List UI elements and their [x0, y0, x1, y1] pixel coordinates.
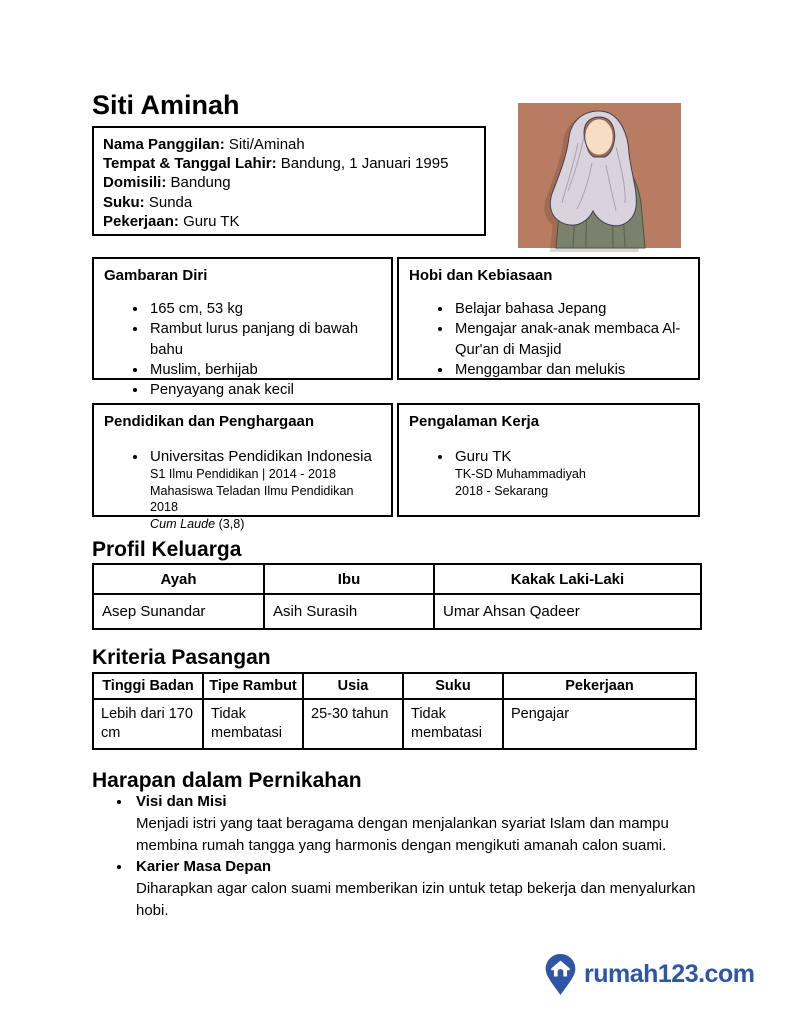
pengalaman-title: Pengalaman Kerja — [409, 413, 540, 430]
table-header-cell: Ayah — [93, 564, 264, 594]
bio-label: Nama Panggilan: — [103, 136, 225, 153]
hope-heading: • Visi dan Misi — [136, 793, 227, 810]
bio-line — [103, 154, 475, 173]
gambaran-diri-title: Gambaran Diri — [104, 267, 208, 284]
education-work-row — [92, 403, 700, 531]
table-cell: Tidak membatasi — [203, 699, 303, 749]
criteria-section-title: Kriteria Pasangan — [92, 646, 271, 669]
pendidikan-box — [92, 403, 393, 531]
list-item: • Menggambar dan melukis — [453, 360, 688, 380]
list-item: • Belajar bahasa Jepang — [453, 299, 688, 319]
hobi-box — [397, 257, 700, 380]
bio-value: Guru TK — [183, 212, 240, 230]
hope-text: Diharapkan agar calon suami memberikan izin untuk tetap bekerja dan menyalurkan hobi. — [136, 880, 696, 919]
cum-laude-label: Cum Laude — [150, 516, 216, 531]
education-detail — [150, 516, 381, 533]
table-cell: 25-30 tahun — [303, 699, 403, 749]
table-cell: Asih Surasih — [264, 594, 434, 629]
bio-value: Sunda — [148, 193, 193, 211]
table-header-cell: Suku — [403, 673, 503, 699]
hopes-section-title: Harapan dalam Pernikahan — [92, 769, 362, 792]
table-cell: Umar Ahsan Qadeer — [434, 594, 701, 629]
map-pin-house-icon — [544, 953, 577, 996]
bio-value: Bandung, 1 Januari 1995 — [280, 155, 449, 173]
bio-value: Siti/Aminah — [228, 136, 305, 153]
bio-label: Tempat & Tanggal Lahir: — [103, 155, 277, 173]
table-header-cell: Tipe Rambut — [203, 673, 303, 699]
list-item: • Muslim, berhijab — [148, 360, 381, 380]
work-main: • Guru TK — [455, 448, 512, 465]
table-cell: Pengajar — [503, 699, 696, 749]
table-header-cell: Usia — [303, 673, 403, 699]
gambaran-diri-list — [104, 299, 381, 400]
pengalaman-box — [397, 403, 700, 517]
page-title: Siti Aminah — [92, 90, 240, 120]
bio-line — [103, 193, 475, 212]
bio-info-box — [92, 126, 486, 236]
table-cell: Asep Sunandar — [93, 594, 264, 629]
hobi-list — [409, 299, 688, 380]
bio-label: Suku: — [103, 193, 145, 211]
education-main: • Universitas Pendidikan Indonesia — [150, 448, 372, 465]
bio-label: Domisili: — [103, 174, 167, 192]
work-detail: 2018 - Sekarang — [455, 483, 549, 498]
pendidikan-title: Pendidikan dan Penghargaan — [104, 413, 315, 430]
education-item — [148, 447, 381, 532]
list-item: • 165 cm, 53 kg — [148, 299, 381, 319]
list-item: • Rambut lurus panjang di bawah bahu — [148, 319, 381, 360]
bio-line — [103, 212, 475, 231]
gambaran-diri-box — [92, 257, 393, 399]
education-detail: Mahasiswa Teladan Ilmu Pendidikan 2018 — [150, 483, 354, 515]
list-item: • Penyayang anak kecil — [148, 380, 381, 400]
family-section-title: Profil Keluarga — [92, 538, 242, 561]
work-detail: TK-SD Muhammadiyah — [455, 467, 586, 481]
hopes-section — [92, 791, 704, 922]
bio-line — [103, 173, 475, 192]
education-detail: S1 Ilmu Pendidikan | 2014 - 2018 — [150, 467, 337, 481]
criteria-value-row — [93, 699, 696, 749]
hope-item — [132, 856, 704, 921]
table-cell: Lebih dari 170 cm — [93, 699, 203, 749]
table-header-cell: Tinggi Badan — [93, 673, 203, 699]
bio-label: Pekerjaan: — [103, 212, 179, 230]
hope-text: Menjadi istri yang taat beragama dengan menjalankan syariat Islam dan mampu membina rumah tangga yang harmonis dengan mengikuti amanah calon suami. — [136, 814, 669, 854]
hope-heading: • Karier Masa Depan — [136, 858, 272, 876]
family-header-row — [93, 564, 701, 594]
brand-wordmark: rumah123.com — [584, 960, 755, 988]
hope-item — [132, 791, 704, 856]
family-value-row — [93, 594, 701, 629]
bio-line — [103, 135, 475, 154]
criteria-header-row — [93, 673, 696, 699]
table-header-cell: Kakak Laki-Laki — [434, 564, 701, 594]
table-header-cell: Pekerjaan — [503, 673, 696, 699]
list-item: • Mengajar anak-anak membaca Al-Qur'an di Masjid — [453, 319, 688, 360]
hobi-title: Hobi dan Kebiasaan — [409, 267, 553, 284]
work-item — [453, 447, 688, 499]
about-hobbies-row — [92, 257, 700, 399]
table-header-cell: Ibu — [264, 564, 434, 594]
table-cell: Tidak membatasi — [403, 699, 503, 749]
family-table — [92, 563, 702, 630]
rumah123-logo[interactable] — [544, 951, 754, 997]
gpa-value: (3,8) — [215, 516, 245, 531]
criteria-table — [92, 672, 697, 750]
bio-value: Bandung — [170, 174, 231, 192]
hijab-woman-portrait — [518, 103, 681, 248]
